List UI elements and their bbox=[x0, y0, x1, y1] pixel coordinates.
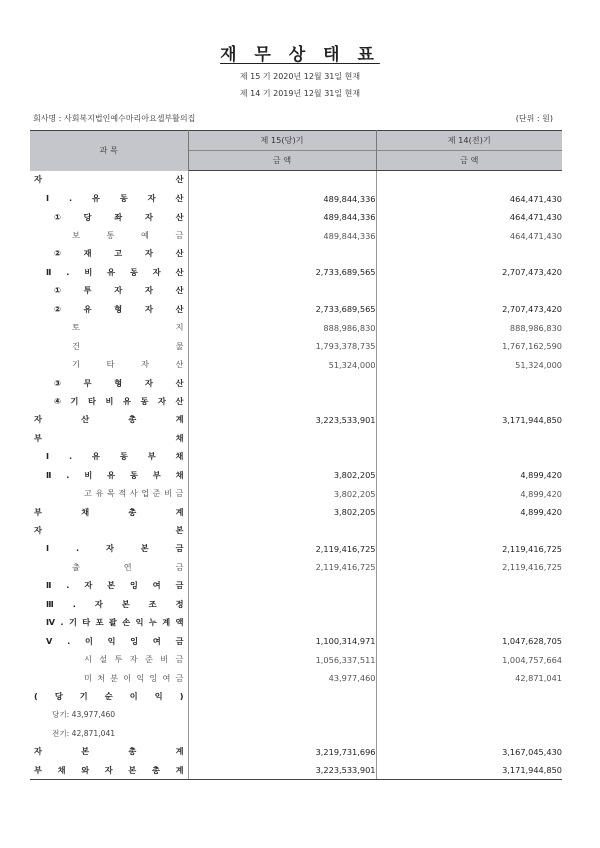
account-name: Ⅱ . 비 유 동 부 채 bbox=[46, 469, 184, 480]
table-row bbox=[30, 706, 562, 724]
amount-current bbox=[188, 614, 376, 632]
amount-prior bbox=[376, 521, 562, 539]
account-name: Ⅲ . 자 본 조 정 bbox=[46, 598, 184, 609]
amount-current: 888,986,830 bbox=[188, 319, 376, 337]
account-name-cell bbox=[30, 466, 188, 484]
amount-prior bbox=[376, 171, 562, 190]
header-account: 과 목 bbox=[30, 131, 188, 171]
balance-sheet-table bbox=[30, 130, 562, 780]
account-name-cell bbox=[30, 300, 188, 318]
table-row bbox=[30, 448, 562, 466]
amount-prior bbox=[376, 577, 562, 595]
account-name-cell bbox=[30, 392, 188, 410]
amount-current bbox=[188, 282, 376, 300]
amount-prior bbox=[376, 706, 562, 724]
amount-prior bbox=[376, 392, 562, 410]
account-name-cell bbox=[30, 319, 188, 337]
account-name: 기 타 자 산 bbox=[72, 359, 184, 370]
account-name-cell bbox=[30, 171, 188, 190]
table-row bbox=[30, 411, 562, 429]
account-name: 고 유 목 적 사 업 준 비 금 bbox=[84, 488, 184, 499]
amount-prior: 1,047,628,705 bbox=[502, 636, 562, 647]
account-name-cell bbox=[30, 282, 188, 300]
table-body bbox=[30, 171, 562, 780]
account-name-cell bbox=[30, 577, 188, 595]
account-name-cell bbox=[30, 355, 188, 373]
account-name: Ⅱ . 자 본 잉 여 금 bbox=[46, 580, 184, 591]
amount-current bbox=[188, 245, 376, 263]
account-name: 자 본 bbox=[34, 525, 184, 536]
period-current: 제 15 기 2020년 12월 31일 현재 bbox=[239, 72, 361, 81]
header-prior-period: 제 14(전)기 bbox=[376, 131, 562, 151]
account-name: Ⅰ . 유 동 부 채 bbox=[46, 451, 184, 462]
account-name-cell bbox=[30, 263, 188, 281]
table-row bbox=[30, 226, 562, 244]
account-name-cell bbox=[30, 208, 188, 226]
table-row bbox=[30, 614, 562, 632]
amount-current bbox=[188, 448, 376, 466]
account-name-cell bbox=[30, 521, 188, 539]
amount-prior: 2,119,416,725 bbox=[502, 543, 562, 554]
account-name-cell bbox=[30, 337, 188, 355]
account-name: Ⅳ . 기 타 포 괄 손 익 누 계 액 bbox=[46, 617, 184, 628]
header-amount-prior: 금 액 bbox=[376, 151, 562, 171]
amount-prior: 3,167,045,430 bbox=[502, 746, 562, 757]
amount-current: 489,844,336 bbox=[188, 226, 376, 244]
account-name: ( 당 기 순 이 익 ) bbox=[34, 690, 184, 701]
table-row bbox=[30, 282, 562, 300]
account-name: Ⅰ . 유 동 자 산 bbox=[46, 193, 184, 204]
table-row bbox=[30, 540, 562, 558]
amount-prior bbox=[376, 245, 562, 263]
account-name-cell bbox=[30, 429, 188, 447]
table-row bbox=[30, 558, 562, 576]
amount-current: 2,733,689,565 bbox=[188, 300, 376, 318]
account-name: ① 투 자 자 산 bbox=[54, 285, 184, 296]
amount-current bbox=[188, 706, 376, 724]
account-name-cell bbox=[30, 503, 188, 521]
account-name: 당기: 43,977,460 bbox=[52, 710, 116, 720]
table-row bbox=[30, 669, 562, 687]
account-name-cell bbox=[30, 540, 188, 558]
amount-prior bbox=[376, 374, 562, 392]
account-name: 시 설 투 자 준 비 금 bbox=[84, 654, 184, 665]
table-row bbox=[30, 595, 562, 613]
table-row bbox=[30, 171, 562, 190]
account-name-cell bbox=[30, 558, 188, 576]
account-name: ② 재 고 자 산 bbox=[54, 248, 184, 259]
amount-prior: 464,471,430 bbox=[509, 193, 562, 204]
amount-prior: 42,871,041 bbox=[515, 673, 562, 684]
amount-prior: 888,986,830 bbox=[509, 322, 562, 333]
account-name: 자 산 총 계 bbox=[34, 414, 184, 425]
amount-prior: 4,899,420 bbox=[520, 507, 562, 518]
account-name-cell bbox=[30, 743, 188, 761]
amount-prior bbox=[376, 282, 562, 300]
table-row bbox=[30, 337, 562, 355]
amount-prior bbox=[376, 448, 562, 466]
table-row bbox=[30, 687, 562, 705]
amount-prior: 4,899,420 bbox=[520, 470, 562, 481]
amount-current bbox=[188, 374, 376, 392]
amount-current bbox=[188, 724, 376, 742]
amount-current: 2,119,416,725 bbox=[188, 540, 376, 558]
period-prior: 제 14 기 2019년 12월 31일 현재 bbox=[239, 89, 361, 98]
amount-current bbox=[188, 171, 376, 190]
amount-current: 3,223,533,901 bbox=[188, 411, 376, 429]
table-row bbox=[30, 355, 562, 373]
account-name: 건 물 bbox=[72, 340, 184, 351]
table-row bbox=[30, 503, 562, 521]
account-name-cell bbox=[30, 484, 188, 502]
amount-current: 1,793,378,735 bbox=[188, 337, 376, 355]
account-name-cell bbox=[30, 595, 188, 613]
amount-current: 3,219,731,696 bbox=[188, 743, 376, 761]
account-name-cell bbox=[30, 632, 188, 650]
account-name: ① 당 좌 자 산 bbox=[54, 211, 184, 222]
amount-current bbox=[188, 577, 376, 595]
amount-current: 1,100,314,971 bbox=[188, 632, 376, 650]
account-name: Ⅱ . 비 유 동 자 산 bbox=[46, 266, 184, 277]
amount-current: 2,119,416,725 bbox=[188, 558, 376, 576]
amount-prior: 464,471,430 bbox=[509, 212, 562, 223]
account-name: Ⅴ . 이 익 잉 여 금 bbox=[46, 635, 184, 646]
account-name: 자 산 bbox=[34, 174, 184, 185]
amount-current bbox=[188, 521, 376, 539]
amount-prior bbox=[376, 429, 562, 447]
account-name: 출 연 금 bbox=[72, 561, 184, 572]
account-name: 토 지 bbox=[72, 322, 184, 333]
amount-current: 3,223,533,901 bbox=[188, 761, 376, 780]
amount-prior bbox=[376, 687, 562, 705]
account-name-cell bbox=[30, 761, 188, 780]
amount-current: 3,802,205 bbox=[188, 484, 376, 502]
account-name: 부 채 총 계 bbox=[34, 506, 184, 517]
amount-current: 3,802,205 bbox=[188, 503, 376, 521]
account-name: ② 유 형 자 산 bbox=[54, 303, 184, 314]
account-name: 미 처 분 이 익 잉 여 금 bbox=[84, 672, 184, 683]
table-row bbox=[30, 208, 562, 226]
account-name: 부 채 bbox=[34, 432, 184, 443]
amount-prior: 3,171,944,850 bbox=[376, 761, 562, 780]
table-row bbox=[30, 724, 562, 742]
amount-prior: 3,171,944,850 bbox=[502, 414, 562, 425]
account-name: 부 채 와 자 본 총 계 bbox=[34, 764, 184, 775]
amount-current: 3,802,205 bbox=[188, 466, 376, 484]
table-row bbox=[30, 632, 562, 650]
table-row bbox=[30, 189, 562, 207]
amount-prior: 2,707,473,420 bbox=[502, 267, 562, 278]
account-name-cell bbox=[30, 724, 188, 742]
table-row bbox=[30, 300, 562, 318]
amount-current: 1,056,337,511 bbox=[188, 650, 376, 668]
amount-prior bbox=[376, 614, 562, 632]
company-name: 회사명 : 사회복지법인예수마리아요셉부활의집 bbox=[33, 114, 196, 123]
amount-current bbox=[188, 595, 376, 613]
amount-prior: 51,324,000 bbox=[515, 359, 562, 370]
account-name: 전기: 42,871,041 bbox=[52, 728, 116, 738]
unit-label: (단위 : 원) bbox=[515, 114, 553, 123]
account-name-cell bbox=[30, 374, 188, 392]
amount-prior: 4,899,420 bbox=[520, 488, 562, 499]
amount-prior: 1,004,757,664 bbox=[502, 654, 562, 665]
account-name: 자 본 총 계 bbox=[34, 746, 184, 757]
table-row bbox=[30, 429, 562, 447]
table-row bbox=[30, 466, 562, 484]
amount-prior bbox=[376, 724, 562, 742]
account-name: Ⅰ . 자 본 금 bbox=[46, 543, 184, 554]
table-row bbox=[30, 263, 562, 281]
table-row bbox=[30, 319, 562, 337]
amount-current bbox=[188, 392, 376, 410]
account-name-cell bbox=[30, 669, 188, 687]
account-name-cell bbox=[30, 687, 188, 705]
amount-prior bbox=[376, 595, 562, 613]
amount-current: 51,324,000 bbox=[188, 355, 376, 373]
amount-current bbox=[188, 429, 376, 447]
account-name-cell bbox=[30, 226, 188, 244]
account-name-cell bbox=[30, 650, 188, 668]
account-name: 보 통 예 금 bbox=[72, 230, 184, 241]
table-row bbox=[30, 743, 562, 761]
account-name-cell bbox=[30, 614, 188, 632]
amount-prior: 2,119,416,725 bbox=[502, 562, 562, 573]
account-name-cell bbox=[30, 448, 188, 466]
account-name-cell bbox=[30, 706, 188, 724]
amount-current: 489,844,336 bbox=[188, 208, 376, 226]
amount-current: 43,977,460 bbox=[188, 669, 376, 687]
account-name-cell bbox=[30, 411, 188, 429]
amount-current: 489,844,336 bbox=[188, 189, 376, 207]
amount-prior: 464,471,430 bbox=[509, 230, 562, 241]
table-row bbox=[30, 650, 562, 668]
table-row bbox=[30, 245, 562, 263]
amount-prior: 1,767,162,590 bbox=[502, 341, 562, 352]
table-row bbox=[30, 521, 562, 539]
table-row bbox=[30, 577, 562, 595]
account-name: ④ 기 타 비 유 동 자 산 bbox=[54, 395, 184, 406]
account-name-cell bbox=[30, 189, 188, 207]
header-amount-current: 금 액 bbox=[188, 151, 376, 171]
amount-prior: 2,707,473,420 bbox=[502, 304, 562, 315]
amount-current bbox=[188, 687, 376, 705]
amount-current: 2,733,689,565 bbox=[188, 263, 376, 281]
table-row bbox=[30, 484, 562, 502]
header-current-period: 제 15(당)기 bbox=[188, 131, 376, 151]
table-row bbox=[30, 374, 562, 392]
account-name: ③ 무 형 자 산 bbox=[54, 377, 184, 388]
table-row bbox=[30, 761, 562, 780]
page-title: 재 무 상 태 표 bbox=[220, 45, 380, 65]
table-row bbox=[30, 392, 562, 410]
account-name-cell bbox=[30, 245, 188, 263]
